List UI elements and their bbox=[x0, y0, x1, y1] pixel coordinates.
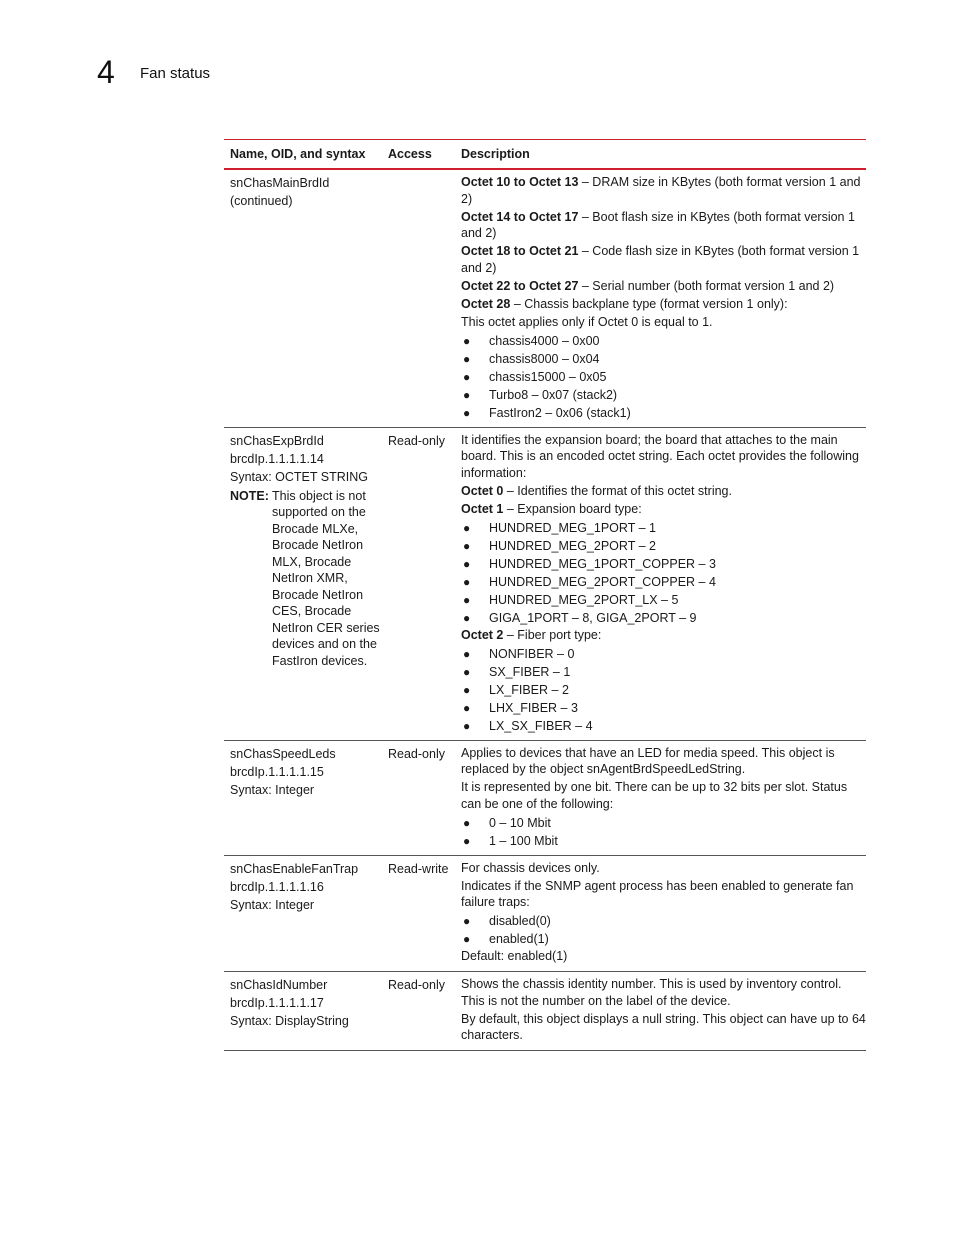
description-paragraph bbox=[461, 779, 866, 812]
list-item bbox=[461, 912, 866, 930]
description-paragraph bbox=[461, 1011, 866, 1044]
description-paragraph bbox=[461, 627, 866, 644]
list-item-text: GIGA_1PORT – 8, GIGA_2PORT – 9 bbox=[489, 610, 697, 625]
object-detail: Syntax: Integer bbox=[230, 782, 315, 797]
list-item bbox=[461, 537, 866, 555]
paragraph-text: – Code flash size in KBytes (both format version 1 and 2) bbox=[461, 244, 860, 275]
bullet-icon: ● bbox=[463, 664, 471, 679]
list-item-text: HUNDRED_MEG_2PORT_COPPER – 4 bbox=[489, 574, 716, 589]
bullet-icon: ● bbox=[463, 592, 471, 607]
description-cell bbox=[461, 860, 866, 967]
list-item bbox=[461, 609, 866, 627]
mib-table bbox=[224, 139, 866, 1051]
bullet-icon: ● bbox=[463, 351, 471, 366]
table-row bbox=[224, 856, 866, 973]
list-item-text: SX_FIBER – 1 bbox=[489, 664, 571, 679]
octet-label: Octet 14 to Octet 17 bbox=[461, 209, 579, 224]
table-row bbox=[224, 741, 866, 856]
description-paragraph bbox=[461, 860, 866, 877]
object-detail: Syntax: OCTET STRING bbox=[230, 469, 368, 484]
description-cell bbox=[461, 745, 866, 850]
octet-label: Octet 28 bbox=[461, 296, 511, 311]
paragraph-text: – Expansion board type: bbox=[503, 501, 642, 516]
list-item bbox=[461, 663, 866, 681]
description-cell bbox=[461, 976, 866, 1045]
paragraph-text: – Chassis backplane type (format version 1 only): bbox=[510, 296, 788, 311]
note-text: This object is not supported on the Brocade MLXe, Brocade NetIron MLX, Brocade NetIron XMR, Brocade NetIron CES, Brocade NetIron CER series devices and on the FastIron devices. bbox=[272, 488, 380, 668]
bullet-icon: ● bbox=[463, 932, 471, 946]
list-item bbox=[461, 350, 866, 368]
bullet-icon: ● bbox=[463, 369, 471, 384]
bullet-icon: ● bbox=[463, 574, 471, 589]
list-item-text: HUNDRED_MEG_2PORT – 2 bbox=[489, 538, 656, 553]
bullet-icon: ● bbox=[463, 646, 471, 661]
list-item bbox=[461, 591, 866, 609]
octet-label: Octet 1 bbox=[461, 501, 504, 516]
access-cell bbox=[388, 174, 461, 422]
object-name: snChasMainBrdId bbox=[230, 176, 330, 190]
list-item bbox=[461, 519, 866, 537]
description-paragraph bbox=[461, 745, 866, 778]
list-item bbox=[461, 832, 866, 850]
octet-label: Octet 18 to Octet 21 bbox=[461, 244, 579, 258]
column-header-name: Name, OID, and syntax bbox=[230, 147, 366, 161]
list-item-text: chassis15000 – 0x05 bbox=[489, 369, 607, 384]
description-paragraph bbox=[461, 878, 866, 911]
octet-label: Octet 2 bbox=[461, 627, 504, 642]
paragraph-text: It identifies the expansion board; the board that attaches to the main board. This is an encoded octet string. Each octet provides the following information: bbox=[461, 432, 859, 480]
object-detail: brcdIp.1.1.1.1.14 bbox=[230, 451, 324, 466]
list-item bbox=[461, 573, 866, 591]
description-paragraph bbox=[461, 174, 866, 207]
bullet-icon: ● bbox=[463, 556, 471, 571]
list-item bbox=[461, 555, 866, 573]
object-name-cell bbox=[224, 860, 388, 967]
list-item-text: HUNDRED_MEG_2PORT_LX – 5 bbox=[489, 592, 679, 607]
list-item-text: FastIron2 – 0x06 (stack1) bbox=[489, 405, 631, 420]
list-item-text: HUNDRED_MEG_1PORT – 1 bbox=[489, 520, 656, 535]
list-item bbox=[461, 717, 866, 735]
table-row bbox=[224, 170, 866, 428]
bullet-icon: ● bbox=[463, 333, 471, 348]
bullet-icon: ● bbox=[463, 700, 471, 715]
description-paragraph bbox=[461, 296, 866, 313]
list-item-text: 1 – 100 Mbit bbox=[489, 833, 558, 848]
object-name: snChasExpBrdId bbox=[230, 433, 324, 448]
paragraph-text: – DRAM size in KBytes (both format version 1 and 2) bbox=[461, 175, 861, 206]
list-item bbox=[461, 332, 866, 350]
bullet-icon: ● bbox=[463, 718, 471, 733]
access-cell: Read-write bbox=[388, 861, 449, 876]
column-header-access: Access bbox=[388, 147, 432, 161]
object-detail: Syntax: Integer bbox=[230, 897, 315, 912]
table-body bbox=[224, 170, 866, 1051]
object-name: snChasIdNumber bbox=[230, 978, 328, 992]
chapter-number: 4 bbox=[97, 54, 115, 90]
list-item-text: NONFIBER – 0 bbox=[489, 646, 575, 661]
list-item bbox=[461, 368, 866, 386]
access-cell: Read-only bbox=[388, 433, 445, 448]
description-cell bbox=[461, 432, 866, 735]
bullet-icon: ● bbox=[463, 520, 471, 535]
description-paragraph bbox=[461, 243, 866, 276]
object-name-cell bbox=[224, 745, 388, 850]
octet-label: Octet 22 to Octet 27 bbox=[461, 278, 579, 293]
paragraph-text: For chassis devices only. bbox=[461, 860, 600, 875]
paragraph-text: – Serial number (both format version 1 and 2) bbox=[578, 278, 835, 293]
list-item-text: disabled(0) bbox=[489, 914, 551, 928]
list-item bbox=[461, 699, 866, 717]
table-row bbox=[224, 428, 866, 741]
description-paragraph bbox=[461, 948, 866, 965]
access-cell: Read-only bbox=[388, 978, 445, 992]
access-cell: Read-only bbox=[388, 746, 445, 761]
description-paragraph bbox=[461, 501, 866, 518]
object-name: snChasEnableFanTrap bbox=[230, 861, 359, 876]
note bbox=[230, 488, 388, 670]
list-item-text: chassis8000 – 0x04 bbox=[489, 351, 600, 366]
object-detail: (continued) bbox=[230, 194, 293, 208]
paragraph-text: Default: enabled(1) bbox=[461, 949, 568, 963]
octet-label: Octet 10 to Octet 13 bbox=[461, 175, 579, 189]
list-item-text: 0 – 10 Mbit bbox=[489, 815, 551, 830]
list-item bbox=[461, 930, 866, 948]
list-item-text: LX_FIBER – 2 bbox=[489, 682, 569, 697]
object-name-cell bbox=[224, 432, 388, 735]
object-name-cell bbox=[224, 174, 388, 422]
description-paragraph bbox=[461, 976, 866, 1009]
list-item bbox=[461, 404, 866, 422]
list-item-text: chassis4000 – 0x00 bbox=[489, 333, 600, 348]
list-item-text: HUNDRED_MEG_1PORT_COPPER – 3 bbox=[489, 556, 716, 571]
paragraph-text: – Identifies the format of this octet string. bbox=[503, 483, 732, 498]
description-paragraph bbox=[461, 483, 866, 500]
description-paragraph bbox=[461, 278, 866, 295]
list-item bbox=[461, 814, 866, 832]
paragraph-text: Indicates if the SNMP agent process has been enabled to generate fan failure traps: bbox=[461, 878, 854, 909]
table-row bbox=[224, 972, 866, 1051]
paragraph-text: By default, this object displays a null string. This object can have up to 64 characters. bbox=[461, 1011, 866, 1042]
list-item-text: LHX_FIBER – 3 bbox=[489, 700, 578, 715]
description-paragraph bbox=[461, 432, 866, 482]
octet-label: Octet 0 bbox=[461, 483, 504, 498]
bullet-icon: ● bbox=[463, 682, 471, 697]
bullet-icon: ● bbox=[463, 610, 471, 625]
object-name-cell bbox=[224, 976, 388, 1045]
description-paragraph bbox=[461, 209, 866, 242]
paragraph-text: – Boot flash size in KBytes (both format version 1 and 2) bbox=[461, 209, 855, 240]
object-name: snChasSpeedLeds bbox=[230, 746, 336, 761]
list-item bbox=[461, 681, 866, 699]
bullet-icon: ● bbox=[463, 405, 471, 420]
table-header bbox=[224, 140, 866, 168]
note-label: NOTE: bbox=[230, 488, 269, 503]
description-paragraph bbox=[461, 314, 866, 331]
object-detail: Syntax: DisplayString bbox=[230, 1014, 349, 1028]
bullet-icon: ● bbox=[463, 914, 471, 928]
object-detail: brcdIp.1.1.1.1.17 bbox=[230, 996, 324, 1010]
chapter-title: Fan status bbox=[140, 65, 211, 82]
description-cell bbox=[461, 174, 866, 422]
paragraph-text: Shows the chassis identity number. This is used by inventory control. This is not the number on the label of the device. bbox=[461, 977, 842, 1008]
bullet-icon: ● bbox=[463, 815, 471, 830]
object-detail: brcdIp.1.1.1.1.16 bbox=[230, 879, 324, 894]
object-detail: brcdIp.1.1.1.1.15 bbox=[230, 764, 324, 779]
paragraph-text: It is represented by one bit. There can be up to 32 bits per slot. Status can be one of the following: bbox=[461, 780, 848, 811]
paragraph-text: – Fiber port type: bbox=[503, 627, 602, 642]
bullet-icon: ● bbox=[463, 538, 471, 553]
paragraph-text: This octet applies only if Octet 0 is equal to 1. bbox=[461, 314, 713, 329]
list-item bbox=[461, 386, 866, 404]
list-item bbox=[461, 645, 866, 663]
paragraph-text: Applies to devices that have an LED for media speed. This object is replaced by the object snAgentBrdSpeedLedString. bbox=[461, 745, 835, 776]
bullet-icon: ● bbox=[463, 833, 471, 848]
list-item-text: enabled(1) bbox=[489, 932, 549, 946]
list-item-text: LX_SX_FIBER – 4 bbox=[489, 718, 593, 733]
bullet-icon: ● bbox=[463, 387, 471, 402]
list-item-text: Turbo8 – 0x07 (stack2) bbox=[489, 387, 618, 402]
column-header-description: Description bbox=[461, 146, 530, 161]
